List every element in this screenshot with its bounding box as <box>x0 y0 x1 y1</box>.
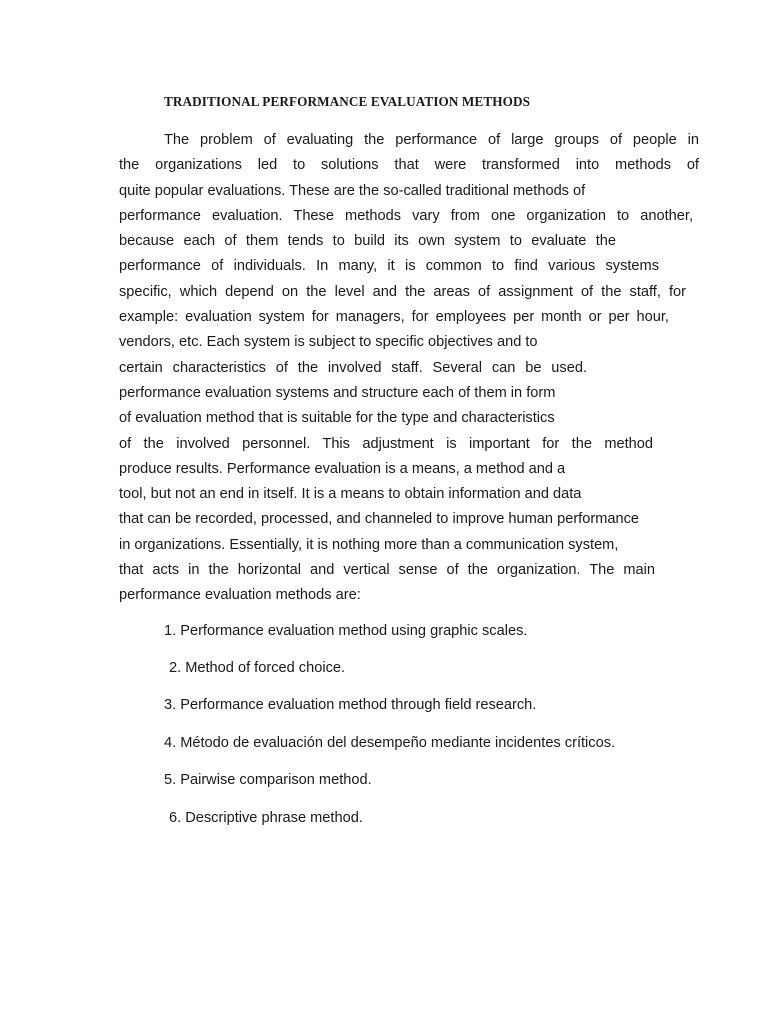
paragraph-line: the organizations led to solutions that were transformed into methods of <box>119 157 699 174</box>
document-title: TRADITIONAL PERFORMANCE EVALUATION METHODS <box>164 94 531 109</box>
body-paragraph <box>119 128 699 609</box>
paragraph-line: of evaluation method that is suitable for the type and characteristics <box>119 410 555 427</box>
paragraph-line: performance evaluation. These methods vary from one organization to another, <box>119 207 693 224</box>
method-list-item: 1. Performance evaluation method using graphic scales. <box>164 623 528 639</box>
method-list-item: 6. Descriptive phrase method. <box>169 810 363 826</box>
paragraph-line: specific, which depend on the level and the areas of assignment of the staff, for <box>119 283 686 300</box>
paragraph-line: that acts in the horizontal and vertical sense of the organization. The main <box>119 562 655 579</box>
paragraph-line: certain characteristics of the involved staff. Several can be used. <box>119 359 587 376</box>
method-list-item: 2. Method of forced choice. <box>169 660 346 676</box>
paragraph-line: produce results. Performance evaluation is a means, a method and a <box>119 460 566 477</box>
paragraph-line: that can be recorded, processed, and channeled to improve human performance <box>119 511 640 528</box>
method-list-item: 5. Pairwise comparison method. <box>164 772 372 788</box>
paragraph-line: performance evaluation systems and structure each of them in form <box>119 384 556 401</box>
paragraph-line: vendors, etc. Each system is subject to specific objectives and to <box>119 334 538 351</box>
paragraph-line: example: evaluation system for managers, for employees per month or per hour, <box>119 309 669 326</box>
paragraph-line: of the involved personnel. This adjustment is important for the method <box>119 435 653 452</box>
paragraph-line: performance of individuals. In many, it is common to find various systems <box>119 258 659 275</box>
paragraph-line: because each of them tends to build its own system to evaluate the <box>119 233 616 250</box>
paragraph-line: performance evaluation methods are: <box>119 587 361 604</box>
paragraph-line: The problem of evaluating the performance of large groups of people in <box>164 132 699 148</box>
method-list-item: 4. Método de evaluación del desempeño mediante incidentes críticos. <box>164 735 616 751</box>
method-list-item: 3. Performance evaluation method through field research. <box>164 697 537 713</box>
paragraph-line: in organizations. Essentially, it is nothing more than a communication system, <box>119 536 619 553</box>
paragraph-line: tool, but not an end in itself. It is a means to obtain information and data <box>119 486 582 503</box>
paragraph-line: quite popular evaluations. These are the so-called traditional methods of <box>119 182 586 199</box>
